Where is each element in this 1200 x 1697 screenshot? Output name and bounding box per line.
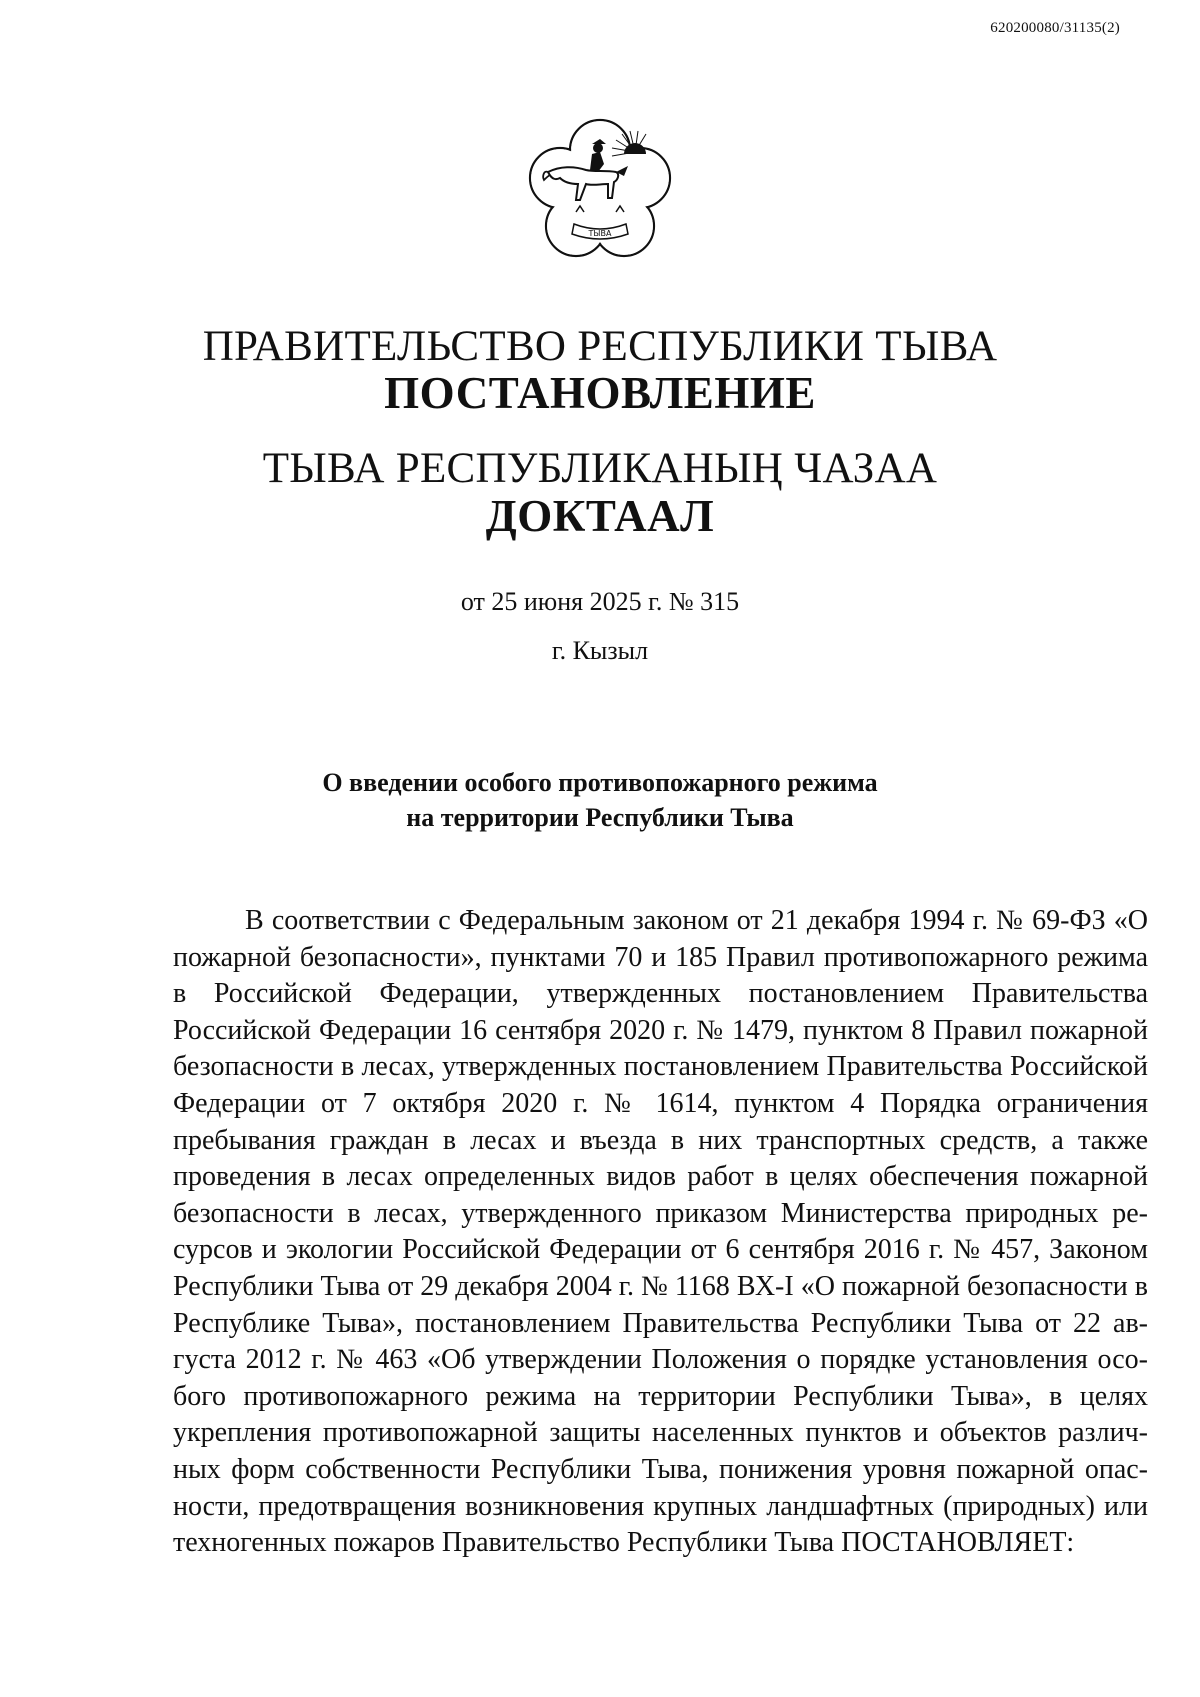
document-number: 620200080/31135(2) [990, 20, 1120, 36]
preamble-paragraph: В соответствии с Федеральным законом от 21 декабря 1994 г. № 69-ФЗ «О пожарной безопасности», пунктами 70 и 185 Правил противопожарного режима в Российской Федерации, утвержденных постановлением Правительства Российской Федерации 16 сентября 2020 г. № 1479, пунктом 8 Правил пожарной безопасности в лесах, утвержденных постановлением Правительства Российской Федерации от 7 октября 2020 г. № 1614, пунктом 4 Порядка ограничения пребывания граждан в лесах и въезда в них транспортных средств, а также проведения в лесах определенных видов работ в целях обеспечения пожарной безопасности в лесах, утвержденного приказом Министерства природных ресурсов и экологии Российской Федерации от 6 сентября 2016 г. № 457, Законом Республики Тыва от 29 декабря 2004 г. № 1168 ВХ-I «О пожарной безопасности в Республике Тыва», постановлением Правительства Республики Тыва от 22 августа 2012 г. № 463 «Об утверждении Положения о порядке установления особого противопожарного режима на территории Республики Тыва», в целях укрепления противопожарной защиты населенных пунктов и объектов различных форм собственности Республики Тыва, понижения уровня пожарной опасности, предотвращения возникновения крупных ландшафтных (природных) или техногенных пожаров Правительство Республики Тыва ПОСТАНОВЛЯЕТ: [173, 905, 1148, 1559]
tyva-coat-of-arms-icon [520, 112, 680, 272]
government-name-tyv: ТЫВА РЕСПУБЛИКАНЫҢ ЧАЗАА [262, 445, 938, 492]
decree-type-tyv: ДОКТААЛ [485, 491, 715, 541]
decree-title [0, 765, 1200, 835]
decree-type-ru: ПОСТАНОВЛЕНИЕ [384, 368, 816, 418]
decree-title-line-1: О введении особого противопожарного режима [322, 768, 878, 797]
decree-title-line-2: на территории Республики Тыва [406, 803, 794, 832]
decree-city: г. Кызыл [551, 636, 649, 665]
emblem-ribbon-text: ТЫВА [588, 229, 612, 238]
government-name-ru: ПРАВИТЕЛЬСТВО РЕСПУБЛИКИ ТЫВА [202, 323, 998, 370]
decree-date-number: от 25 июня 2025 г. № 315 [460, 587, 740, 616]
